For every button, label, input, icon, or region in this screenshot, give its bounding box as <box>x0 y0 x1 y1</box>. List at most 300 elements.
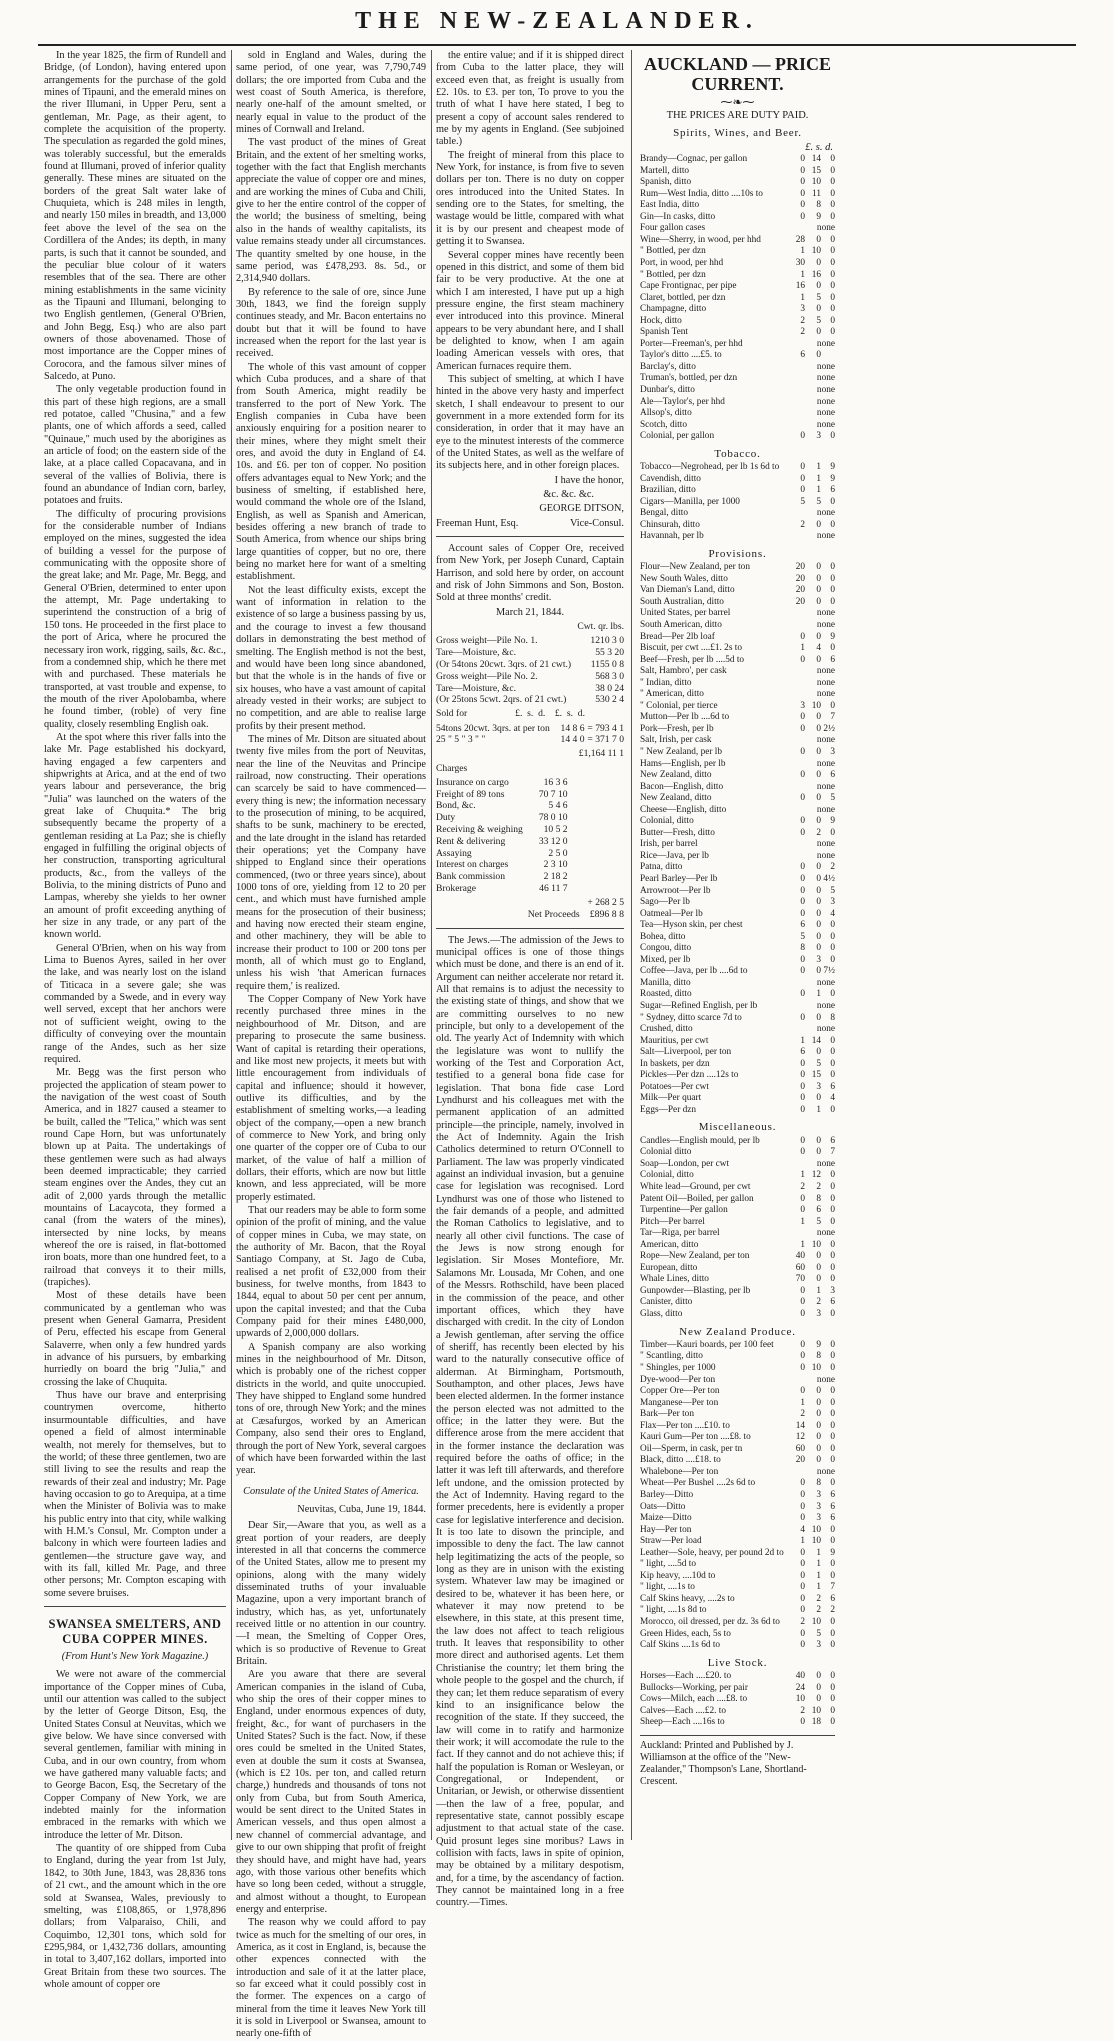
closing-line: I have the honor, <box>554 474 624 486</box>
price-value: 0 <box>800 1135 805 1146</box>
price-row <box>640 1548 835 1560</box>
column-1-article-paragraphs <box>44 1669 226 1991</box>
price-item: Pickles—Per dzn ....12s to <box>640 1070 739 1081</box>
price-value: 3 <box>816 1081 821 1092</box>
price-item: Bark—Per ton <box>640 1409 694 1420</box>
price-item: Oatmeal—Per lb <box>640 908 703 919</box>
price-value: 0 <box>816 585 821 596</box>
price-item: Sugar—Refined English, per lb <box>640 1001 758 1011</box>
price-row <box>640 362 835 374</box>
price-value: 10 <box>811 700 821 711</box>
charge-row <box>436 824 568 836</box>
article-paragraph: In the year 1825, the firm of Rundell and Bridge, (of London), having entered upon arrangements for the purchase of the gold mines of Tipauni, and the emerald mines on the river Illumani, in Upper Peru, sent a gentleman, Mr. Page, as their agent, to complete the acquisition of the property. The speculation as regarded the gold mines, was tolerably successful, but the emeralds found at Illumani, proved of inferior quality generally. These mines are situated on the borders of the great Salt water lake of Chuquieta, which is 248 miles in length, and nearly 150 miles in breadth, and 13,000 feet above the level of the sea on the Cordillera of the Andes; its depth, in many parts, is such that it cannot be sounded, and the peculiar blue colour of it waters resembles that of the sea. There are other mining establishments in the same vicinity as the Tipauni and Illumani, belonging to two English gentlemen, (General O'Brien, and John Begg, Esq.) who are also part owners of those abovenamed. Those of most importance are the Copper mines of Corocora, and the famous silver mines of Salcedo, at Puno. <box>44 50 226 382</box>
charges-total: + 268 2 5 <box>587 896 624 908</box>
price-item: " Colonial, per tierce <box>640 700 718 711</box>
row-label: Gross weight—Pile No. 1. <box>436 635 538 647</box>
price-row <box>640 258 835 270</box>
price-row <box>640 474 835 486</box>
price-row <box>640 397 835 409</box>
price-item: Patna, ditto <box>640 862 683 873</box>
price-row <box>640 1263 835 1275</box>
price-value: 0 <box>816 654 821 665</box>
article-paragraph: We were not aware of the commercial importance of the Copper mines of Cuba, until our attention was called to the subject by the letter of George Ditson, Esq, the United States Consul at Neuvitas, which we give below. We have since conversed with several gentlemen, familiar with mining in Cuba, and in our own country, from whom we have gathered many valuable facts; and to George Bacon, Esq, the Secretary of the Copper Company of New York, we are indebted mainly for the information embraced in the remarks with which we introduce the letter of Mr. Ditson. <box>44 1669 226 1841</box>
price-row <box>640 200 835 212</box>
price-value: 1 <box>800 1170 805 1181</box>
price-row <box>640 1024 835 1036</box>
price-item: Porter—Freeman's, per hhd <box>640 338 743 349</box>
top-rule <box>38 44 1076 46</box>
price-value: 0 <box>800 989 805 1000</box>
price-item: Turpentine—Per gallon <box>640 1205 728 1216</box>
price-value: none <box>816 373 835 384</box>
row-label: Brokerage <box>436 883 476 895</box>
article-paragraph: Mr. Begg was the first person who projected the application of steam power to the navigation of the west coast of South America, and in 1827 caused a steamer to be built, called the "Telica," which was sent round Cape Horn, but was unfortunately blown up at Paita. The undertakings of these gentlemen were such as had always been deemed impracticable; they carried steam engines over the Andes, they cut an adit of 2,000 yards through the metallic mountains of Lacaycota, they formed a canal (from the waters of the mines), intersected by nine locks, by means whereof the ore is raised, in flat-bottomed iron boats, more than one hundred feet, to a railroad that conveys it to their mills, (trapiches). <box>44 1067 226 1289</box>
price-item: Hock, ditto <box>640 315 682 326</box>
sold-total: £1,164 11 1 <box>578 748 624 760</box>
printer-imprint: Auckland: Printed and Published by J. Williamson at the office of the "New-Zealander," Thompson's Lane, Shortland-Crescent. <box>640 1735 835 1788</box>
price-value: 0 <box>800 723 805 734</box>
price-value: 10 <box>811 1617 821 1628</box>
price-item: Irish, per barrel <box>640 839 698 850</box>
price-item: United States, per barrel <box>640 608 731 619</box>
price-value: 0 <box>800 1386 805 1397</box>
price-value: 0 <box>830 573 835 584</box>
price-item: Pitch—Per barrel <box>640 1216 705 1227</box>
price-value: 2 <box>816 827 821 838</box>
price-value: 0 <box>830 1694 835 1705</box>
price-row <box>640 689 835 701</box>
price-item: Kauri Gum—Per ton ....£8. to <box>640 1432 751 1443</box>
price-item: Cigars—Manilla, per 1000 <box>640 496 740 507</box>
price-value: 0 <box>816 1012 821 1023</box>
price-value: none <box>816 850 835 861</box>
price-row <box>640 1502 835 1514</box>
price-value: none <box>816 338 835 349</box>
price-value: 10 <box>811 1705 821 1716</box>
price-value: 0 <box>800 462 805 473</box>
price-item: Hams—English, per lb <box>640 758 726 769</box>
price-row <box>640 1013 835 1025</box>
row-label: Receiving & weighing <box>436 824 523 836</box>
price-item: Bengal, ditto <box>640 508 689 519</box>
price-value: 0 <box>816 350 821 361</box>
price-row <box>640 597 835 609</box>
price-value: 0 <box>800 1570 805 1581</box>
price-value: 5 <box>830 885 835 896</box>
price-value: 12 <box>811 1170 821 1181</box>
price-current-title: AUCKLAND — PRICE CURRENT. <box>643 54 831 94</box>
price-value: 0 <box>816 1432 821 1443</box>
price-item: Horses—Each ....£20. to <box>640 1671 732 1682</box>
price-value: none <box>816 666 835 677</box>
price-value: 0 <box>800 1478 805 1489</box>
price-value: 6 <box>830 1490 835 1501</box>
price-value: 6 <box>830 485 835 496</box>
price-value: 0 <box>816 897 821 908</box>
price-item: American, ditto <box>640 1239 699 1250</box>
price-row <box>640 1594 835 1606</box>
price-value: 0 <box>816 234 821 245</box>
price-row <box>640 1421 835 1433</box>
price-value: none <box>816 839 835 850</box>
price-value: 0 <box>816 596 821 607</box>
price-value: none <box>816 1374 835 1385</box>
sold-table <box>436 723 624 747</box>
price-row <box>640 839 835 851</box>
price-item: Morocco, oil dressed, per dz. 3s 6d to <box>640 1617 780 1628</box>
price-item: Crushed, ditto <box>640 1024 693 1035</box>
price-value: 1 <box>816 473 821 484</box>
price-value: 0 <box>830 1559 835 1570</box>
price-value: 2 <box>816 1182 821 1192</box>
price-item: Salt, Hambro', per cask <box>640 666 727 677</box>
price-value: none <box>816 689 835 700</box>
price-value: 8 <box>816 200 821 211</box>
price-value: 0 <box>800 654 805 665</box>
price-value: 0 <box>800 816 805 827</box>
price-value: 0 <box>800 485 805 496</box>
row-value: 2 5 0 <box>548 847 568 859</box>
price-row <box>640 316 835 328</box>
price-value: 1 <box>816 485 821 496</box>
article-paragraph: sold in England and Wales, during the same period, of one year, was 7,790,749 dollars; the ore imported from Cuba and the west coast of South America, is therefore, nearly one-half of the amount smelted, or nearly equal in value to the product of the mines of Cornwall and Ireland. <box>236 50 426 136</box>
price-value: 10 <box>811 1524 821 1535</box>
price-item: Mixed, per lb <box>640 954 691 965</box>
price-value: 7 <box>830 1147 835 1158</box>
price-row <box>640 897 835 909</box>
price-value: 5 <box>800 931 805 942</box>
price-item: Green Hides, each, 5s to <box>640 1628 731 1639</box>
charges-head: Charges <box>436 762 468 774</box>
price-value: 0 <box>816 1397 821 1408</box>
price-value: 60 <box>795 1262 805 1273</box>
price-item: Rice—Java, per lb <box>640 850 709 861</box>
price-value: 5 <box>816 1058 821 1069</box>
price-value: 10 <box>811 246 821 257</box>
price-value: 0 <box>830 292 835 303</box>
price-value: 0 <box>800 154 805 165</box>
price-value: 0 <box>830 943 835 954</box>
row-value: 55 3 20 <box>595 647 624 659</box>
price-value: 0 <box>816 1455 821 1466</box>
price-row <box>640 1363 835 1375</box>
price-row <box>640 1001 835 1013</box>
price-item: " Bottled, per dzn <box>640 269 706 280</box>
price-row <box>640 793 835 805</box>
price-value: none <box>816 408 835 419</box>
row-label: Interest on charges <box>436 859 509 871</box>
price-item: Colonial, ditto <box>640 816 694 827</box>
section-divider <box>436 928 624 929</box>
price-value: 0 <box>816 873 821 884</box>
price-row <box>640 1605 835 1617</box>
row-value: 1210 3 0 <box>590 635 624 647</box>
price-value: 0 <box>800 1012 805 1023</box>
price-value: 0 <box>830 1193 835 1204</box>
price-row <box>640 497 835 509</box>
row-label: (Or 25tons 5cwt. 2qrs. of 21 cwt.) <box>436 694 567 706</box>
price-item: Martell, ditto <box>640 165 690 176</box>
price-item: " light, ....1s 8d to <box>640 1605 707 1616</box>
price-value: 0 <box>816 862 821 873</box>
price-row <box>640 712 835 724</box>
price-value: none <box>816 677 835 688</box>
price-value: 0 <box>816 931 821 942</box>
price-value: 0 <box>800 473 805 484</box>
price-item: Flour—New Zealand, per ton <box>640 562 750 573</box>
price-value: none <box>816 781 835 792</box>
price-value: 0 <box>830 154 835 165</box>
price-row <box>640 1274 835 1286</box>
price-value: 6 <box>816 1205 821 1216</box>
price-item: Cows—Milch, each ....£8. to <box>640 1694 748 1705</box>
article-paragraph: The Copper Company of New York have recently purchased three mines in the neighbourhood of Mr. Ditson, and are preparing to prosecute the same business. Want of capital is retarding their operations, and like most new projects, it meets but with little encouragement from individuals of capital and influence; should it however, outlive its difficulties, and by the establishment of smelting works,—a leading object of the company,—open a new branch of commerce to New York, and bring only one quarter of the copper ore of Cuba to our market, of the value of half a million of dollars, their efforts, which are now but little known, and less appreciated, will be more properly estimated. <box>236 994 426 1203</box>
price-item: Eggs—Per dzn <box>640 1104 697 1115</box>
price-value: 70 <box>795 1274 805 1285</box>
letter-paragraph: Several copper mines have recently been opened in this district, and some of them bid fair to be very productive. At the one at which I am interested, I have put up a high pressure engine, the first steam machinery ever introduced into this province. Mineral appears to be very abundant here, and I shall be delighted to know, when I am again loading American vessels with ores, that American furnaces require them. <box>436 249 624 372</box>
price-value: 2 <box>816 1605 821 1616</box>
price-value: 9 <box>830 816 835 827</box>
price-value: 1 <box>816 1547 821 1558</box>
price-value: 1 <box>800 1239 805 1250</box>
price-row <box>640 1559 835 1571</box>
price-section-heading: Tobacco. <box>714 447 761 460</box>
price-value: 0 <box>816 793 821 804</box>
price-value: 0 <box>800 1205 805 1216</box>
price-value: none <box>816 1228 835 1239</box>
price-row <box>640 655 835 667</box>
price-item: Oil—Sperm, in cask, per tn <box>640 1443 743 1454</box>
price-item: Calf Skins heavy, ....2s to <box>640 1593 735 1604</box>
charge-row <box>436 777 568 789</box>
price-row <box>640 632 835 644</box>
price-item: " Bottled, per dzn <box>640 246 706 257</box>
price-value: 0 <box>800 770 805 781</box>
price-value: 20 <box>795 596 805 607</box>
price-value: 0 <box>800 1058 805 1069</box>
column-divider <box>231 50 232 1840</box>
price-value: 0 <box>800 1717 805 1728</box>
price-value: 2 <box>816 1593 821 1604</box>
price-item: Sago—Per lb <box>640 897 690 908</box>
price-row <box>640 1036 835 1048</box>
price-row <box>640 246 835 258</box>
price-row <box>640 805 835 817</box>
price-row <box>640 1455 835 1467</box>
price-value: 0 <box>800 966 805 977</box>
price-row <box>640 1467 835 1479</box>
price-item: Copper Ore—Per ton <box>640 1386 720 1397</box>
price-value: 0 <box>800 793 805 804</box>
price-value: none <box>816 1158 835 1169</box>
price-value: 3 <box>816 1640 821 1651</box>
price-value: 0 <box>816 712 821 723</box>
price-row <box>640 909 835 921</box>
price-item: Maize—Ditto <box>640 1513 692 1524</box>
price-value: 0 <box>830 1363 835 1373</box>
price-value: 4 <box>800 1524 805 1535</box>
price-value: 0 <box>830 496 835 507</box>
price-row <box>640 520 835 532</box>
price-item: Ale—Taylor's, per hhd <box>640 396 725 407</box>
price-value: 12 <box>795 1432 805 1443</box>
price-row <box>640 1629 835 1641</box>
price-item: New Zealand, ditto <box>640 793 712 804</box>
price-value: 0 <box>800 1285 805 1296</box>
price-value: 0 <box>800 1363 805 1373</box>
addressee: Freeman Hunt, Esq. <box>436 517 519 529</box>
price-table <box>640 1671 835 1729</box>
price-row <box>640 978 835 990</box>
price-item: Candles—English mould, per lb <box>640 1135 760 1146</box>
price-item: Black, ditto ....£18. to <box>640 1455 721 1466</box>
price-row <box>640 932 835 944</box>
price-value: 9 <box>816 1339 821 1350</box>
row-label: Gross weight—Pile No. 2. <box>436 670 538 682</box>
charges-table <box>436 777 568 895</box>
price-item: Cavendish, ditto <box>640 473 701 484</box>
price-value: 2 <box>800 519 805 530</box>
price-value: 2½ <box>823 723 835 734</box>
price-item: Potatoes—Per cwt <box>640 1081 709 1092</box>
price-value: 0 <box>816 1147 821 1158</box>
price-item: Pearl Barley—Per lb <box>640 873 718 884</box>
price-value: 0 <box>830 1455 835 1466</box>
price-row <box>640 462 835 474</box>
price-value: 0 <box>800 1559 805 1570</box>
price-value: 0 <box>800 1193 805 1204</box>
price-row <box>640 1070 835 1082</box>
price-row <box>640 1194 835 1206</box>
price-row <box>640 339 835 351</box>
price-value: 0 <box>830 1524 835 1535</box>
price-value: none <box>816 608 835 619</box>
price-item: Tobacco—Negrohead, per lb 1s 6d to <box>640 462 780 473</box>
price-value: none <box>816 384 835 395</box>
article-source: (From Hunt's New York Magazine.) <box>61 1650 209 1662</box>
price-row <box>640 770 835 782</box>
price-table <box>640 154 835 443</box>
price-item: Champagne, ditto <box>640 304 707 315</box>
price-row <box>640 1444 835 1456</box>
price-value: 0 <box>816 327 821 338</box>
price-value: 8 <box>800 943 805 954</box>
price-value: 0 <box>816 746 821 757</box>
price-item: " Sydney, ditto scarce 7d to <box>640 1012 742 1023</box>
price-item: Hay—Per ton <box>640 1524 692 1535</box>
price-row <box>640 1240 835 1252</box>
price-row <box>640 293 835 305</box>
price-item: In baskets, per dzn <box>640 1058 710 1069</box>
price-value: 0 <box>800 200 805 211</box>
price-item: New South Wales, ditto <box>640 573 728 584</box>
price-value: 24 <box>795 1682 805 1693</box>
price-item: Taylor's ditto ....£5. to <box>640 350 722 361</box>
price-value: 0 <box>800 1593 805 1604</box>
price-value: 8 <box>830 1012 835 1023</box>
price-value: 0 <box>830 165 835 176</box>
price-item: Salt, Irish, per cask <box>640 735 712 746</box>
price-row <box>640 350 835 362</box>
row-label: Duty <box>436 812 456 824</box>
price-value: 0 <box>800 631 805 642</box>
price-value: 0 <box>830 1386 835 1397</box>
price-value: 10 <box>795 1694 805 1705</box>
price-item: Cheese—English, ditto <box>640 804 727 815</box>
price-row <box>640 327 835 339</box>
price-value: none <box>816 1024 835 1035</box>
price-table <box>640 562 835 1116</box>
price-value: 0 <box>830 562 835 573</box>
price-row <box>640 1525 835 1537</box>
price-item: Tea—Hyson skin, per chest <box>640 920 743 931</box>
price-value: 5 <box>830 793 835 804</box>
price-value: 0 <box>816 920 821 931</box>
price-row <box>640 574 835 586</box>
price-item: Pork—Fresh, per lb <box>640 723 714 734</box>
price-item: Patent Oil—Boiled, per gallon <box>640 1193 754 1204</box>
price-value: 2 <box>816 1297 821 1308</box>
price-value: 1 <box>816 1104 821 1115</box>
price-value: 0 <box>816 631 821 642</box>
row-label: Tare—Moisture, &c. <box>436 682 517 694</box>
price-row <box>640 1205 835 1217</box>
column-divider <box>431 50 432 1840</box>
letter-paragraph: the entire value; and if it is shipped direct from Cuba to the latter place, they will exceed even that, as freight is usually from £2. 10s. to £3. per ton, To prove to you the truth of what I have here stated, I beg to present a copy of account sales rendered to me by my agents in England. (See subjoined table.) <box>436 50 624 148</box>
price-row <box>640 235 835 247</box>
price-row <box>640 862 835 874</box>
price-value: 0 <box>800 897 805 908</box>
price-row <box>640 1571 835 1583</box>
price-item: Bacon—English, ditto <box>640 781 724 792</box>
row-label: Rent & delivering <box>436 835 506 847</box>
article-paragraph: That our readers may be able to form some opinion of the profit of mining, and the value of copper mines in Cuba, we may state, on the authority of Mr. Bacon, that the Royal Santiago Company, at St. Jago de Cuba, realised a net profit of £32,000 from their business, for twelve months, from 1843 to 1844, equal to about 50 per cent per annum, upon the capital invested; and that the Cuba Company paid for their mines £480,000, upwards of 2,000,000 dollars. <box>236 1204 426 1340</box>
price-item: South Australian, ditto <box>640 596 724 607</box>
row-value: 568 3 0 <box>595 670 624 682</box>
price-value: 3 <box>816 1309 821 1320</box>
price-value: 0 <box>830 1351 835 1362</box>
price-value: 0 <box>830 1705 835 1716</box>
price-value: 9 <box>816 211 821 222</box>
price-row <box>640 1386 835 1398</box>
price-item: Glass, ditto <box>640 1309 683 1320</box>
price-value: 4 <box>816 643 821 654</box>
price-value: 0 <box>800 1490 805 1501</box>
price-value: 0 <box>816 257 821 268</box>
price-row <box>640 1478 835 1490</box>
weight-row <box>436 683 624 695</box>
price-value: 14 <box>811 154 821 165</box>
price-item: Dye-wood—Per ton <box>640 1374 716 1385</box>
charge-row <box>436 883 568 895</box>
price-value: none <box>816 223 835 234</box>
price-value: 9 <box>830 473 835 484</box>
price-row <box>640 678 835 690</box>
price-value: 16 <box>811 269 821 280</box>
price-item: Dunbar's, ditto <box>640 384 695 395</box>
price-value: 0 <box>830 1536 835 1547</box>
row-value: 2 3 10 <box>543 859 568 871</box>
price-value: 6 <box>800 350 805 361</box>
price-item: Bullocks—Working, per pair <box>640 1682 748 1693</box>
price-row <box>640 420 835 432</box>
price-value: 0 <box>800 1605 805 1616</box>
price-row <box>640 1228 835 1240</box>
price-row <box>640 408 835 420</box>
price-value: 20 <box>795 562 805 573</box>
price-value: 6 <box>830 1513 835 1524</box>
price-section-heading: New Zealand Produce. <box>679 1325 796 1338</box>
